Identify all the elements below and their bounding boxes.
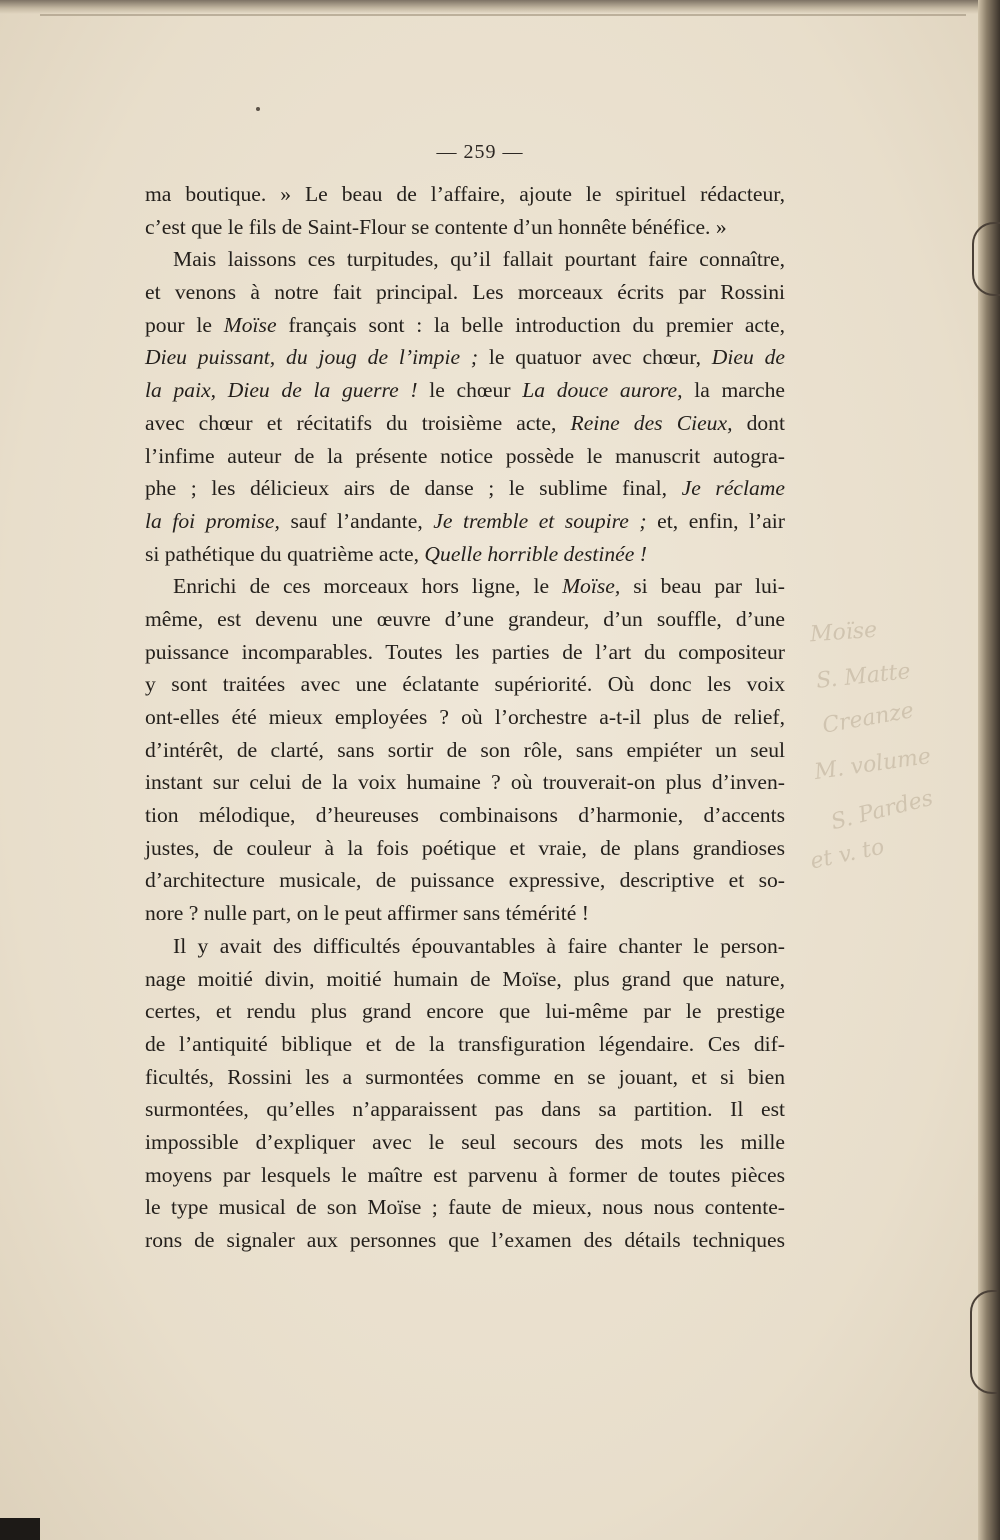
- text-line: avec chœur et récitatifs du troisième acte, Reine des Cieux, dont: [145, 410, 785, 435]
- text-line: pour le Moïse français sont : la belle introduction du premier acte,: [145, 312, 785, 337]
- text-line: ont-elles été mieux employées ? où l’orchestre a-t-il plus de relief,: [145, 705, 785, 729]
- text-line: phe ; les délicieux airs de danse ; le sublime final, Je réclame: [145, 476, 785, 501]
- text-line: rons de signaler aux personnes que l’examen des détails techniques: [145, 1228, 785, 1252]
- binding-clip-bottom: [970, 1290, 998, 1394]
- page-number-header: — 259 —: [436, 141, 524, 163]
- text-line: impossible d’expliquer avec le seul secours des mots les mille: [145, 1129, 785, 1154]
- text-line: nage moitié divin, moitié humain de Moïse, plus grand que nature,: [145, 966, 785, 991]
- text-line: puissance incomparables. Toutes les parties de l’art du compositeur: [145, 639, 785, 664]
- text-line: d’intérêt, de clarté, sans sortir de son rôle, sans empiéter un seul: [145, 737, 785, 762]
- text-line: le type musical de son Moïse ; faute de mieux, nous nous contente-: [145, 1195, 785, 1220]
- text-line: justes, de couleur à la fois poétique et vraie, de plans grandioses: [145, 835, 785, 860]
- text-line: instant sur celui de la voix humaine ? où trouverait-on plus d’inven-: [145, 770, 785, 795]
- text-line: tion mélodique, d’heureuses combinaisons d’harmonie, d’accents: [145, 803, 785, 828]
- margin-annotation: Creanze: [820, 698, 916, 739]
- text-line: de l’antiquité biblique et de la transfiguration légendaire. Ces dif-: [145, 1031, 785, 1056]
- text-line: et venons à notre fait principal. Les morceaux écrits par Rossini: [145, 280, 785, 305]
- margin-annotation: S. Matte: [814, 659, 912, 694]
- text-line: c’est que le fils de Saint-Flour se contente d’un honnête bénéfice. »: [145, 214, 727, 239]
- text-line: y sont traitées avec une éclatante supériorité. Où donc les voix: [145, 672, 785, 697]
- text-line: d’architecture musicale, de puissance expressive, descriptive et so-: [145, 868, 785, 893]
- text-line: moyens par lesquels le maître est parvenu à former de toutes pièces: [145, 1162, 785, 1187]
- margin-annotation: S. Pardes: [828, 785, 936, 836]
- text-line: surmontées, qu’elles n’apparaissent pas dans sa partition. Il est: [145, 1097, 785, 1122]
- margin-annotation: Moïse: [809, 617, 878, 648]
- scan-edge-strip: [0, 1518, 40, 1540]
- text-line: si pathétique du quatrième acte, Quelle horrible destinée !: [145, 541, 647, 566]
- text-line: même, est devenu une œuvre d’une grandeur, d’un souffle, d’une: [145, 606, 785, 631]
- body-text: [145, 178, 785, 1257]
- text-line: certes, et rendu plus grand encore que lui-même par le prestige: [145, 999, 785, 1024]
- text-line: la foi promise, sauf l’andante, Je tremble et soupire ; et, enfin, l’air: [145, 508, 785, 533]
- text-line: ficultés, Rossini les a surmontées comme en se jouant, et si bien: [145, 1064, 785, 1089]
- text-line: Dieu puissant, du joug de l’impie ; le quatuor avec chœur, Dieu de: [145, 345, 785, 370]
- text-line: Il y avait des difficultés épouvantables à faire chanter le person-: [173, 933, 785, 958]
- page-top-rule: [40, 14, 966, 16]
- text-line: la paix, Dieu de la guerre ! le chœur La douce aurore, la marche: [145, 378, 786, 403]
- ink-speck: [256, 107, 260, 111]
- margin-annotation: et v. to: [808, 834, 887, 875]
- margin-annotation: M. volume: [812, 743, 933, 786]
- text-line: Mais laissons ces turpitudes, qu’il fallait pourtant faire connaître,: [173, 247, 785, 272]
- text-line: l’infime auteur de la présente notice possède le manuscrit autogra-: [145, 443, 785, 468]
- text-line: Enrichi de ces morceaux hors ligne, le Moïse, si beau par lui-: [173, 574, 785, 599]
- text-line: nore ? nulle part, on le peut affirmer sans témérité !: [145, 901, 589, 926]
- text-line: ma boutique. » Le beau de l’affaire, ajoute le spirituel rédacteur,: [145, 182, 785, 206]
- binding-clip-top: [972, 222, 1000, 296]
- page-top-shadow: [0, 0, 988, 14]
